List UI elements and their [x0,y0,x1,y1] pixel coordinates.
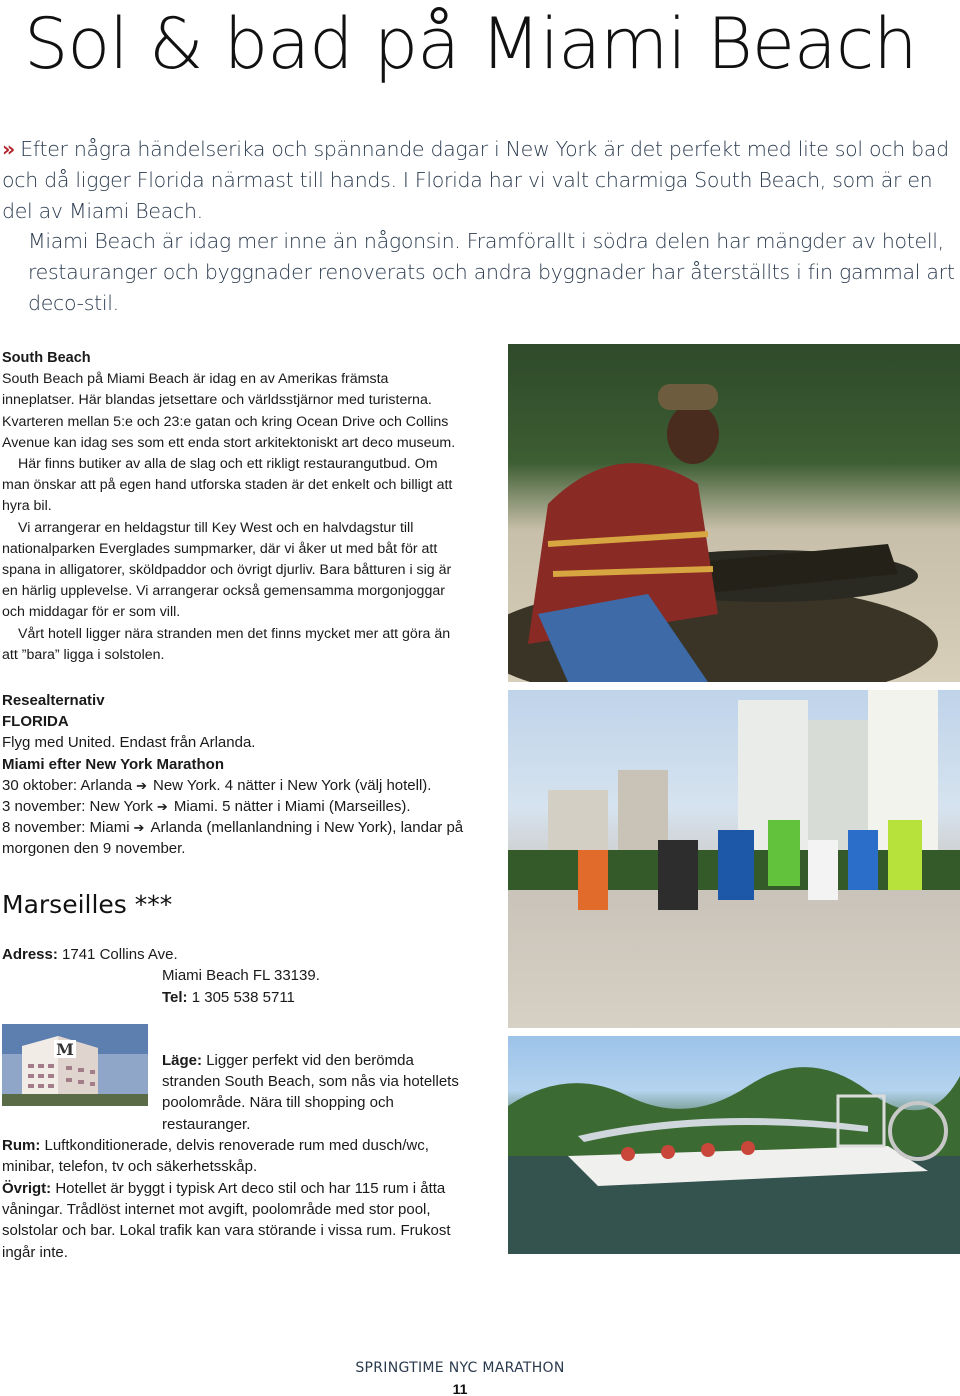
south-beach-paragraph-3: Vi arrangerar en heldagstur till Key West och en halvdagstur till nationalparken Everglades sumpmarker, där vi åker ut med båt för att spana in alligatorer, sköldpaddor och övrigt djurliv. Bara båtturen i sig är en härlig upplevelse. Vi arrangerar också gemensamma morgonjoggar och middagar för er som vill. [2,519,452,621]
hotel-building-image [2,1024,148,1106]
ovrigt-label: Övrigt: [2,1179,52,1197]
itinerary-line-1: 30 oktober: Arlanda ➔ New York. 4 nätter i New York (välj hotell). [2,775,464,796]
city-value: Miami Beach FL 33139. [162,967,320,985]
tel-label: Tel: [162,988,188,1006]
rum-label: Rum: [2,1137,41,1155]
hotel-name: Marseilles *** [2,890,173,919]
resealternativ-section [2,690,464,860]
lage-label: Läge: [162,1051,203,1069]
intro-paragraph-2: Miami Beach är idag mer inne än någonsin. Framförallt i södra delen har mängder av hotell, restauranger och byggnader renoverats och andra byggnader har återställts i fin gammal art deco-stil. [28,229,955,315]
intro-paragraph-1: Efter några händelserika och spännande dagar i New York är det perfekt med lite sol och bad och då ligger Florida närmast till hands. I Florida har vi valt charmiga South Beach, som är en del av Miami Beach. [2,137,949,223]
south-beach-section [2,348,464,666]
lage-value: Ligger perfekt vid den berömda stranden South Beach, som nås via hotellets poolområde. Nära till shopping och restauranger. [162,1051,459,1133]
chevron-icon: » [2,137,13,161]
south-beach-paragraph-2: Här finns butiker av alla de slag och ett rikligt restaurangutbud. Om man önskar att på egen hand utforska staden är det enkelt och billigt att hyra bil. [2,456,453,515]
arrow-right-icon: ➔ [136,777,147,793]
photo-alligator-handler [508,344,960,682]
intro-text [2,134,956,319]
package-name: Miami efter New York Marathon [2,755,224,773]
photo-beach-joggers [508,690,960,1028]
tel-value: 1 305 538 5711 [191,988,295,1006]
ovrigt-value: Hotellet är byggt i typisk Art deco stil och har 115 rum i åtta våningar. Trådlöst internet mot avgift, poolområde med stor pool, solstolar och bar. Lokal trafik kan vara störande i vissa rum. Frukost ingår inte. [2,1179,451,1261]
page-number: 11 [452,1381,468,1396]
resealternativ-heading: Resealternativ [2,692,105,709]
arrow-right-icon: ➔ [133,820,145,836]
arrow-right-icon: ➔ [156,799,168,815]
south-beach-paragraph-4: Vårt hotell ligger nära stranden men det finns mycket mer att göra än att ”bara” ligga i solstolen. [2,625,451,663]
footer-title: SPRINGTIME NYC MARATHON [355,1360,565,1376]
south-beach-paragraph-1: South Beach på Miami Beach är idag en av Amerikas främsta inneplatser. Här blandas jetsettare och världsstjärnor med turisterna. Kvarteren mellan 5:e och 23:e gatan och kring Ocean Drive och Collins Avenue kan idag ses som ett enda stort arkitektoniskt art deco museum. [2,371,456,451]
region-label: FLORIDA [2,713,69,731]
rum-value: Luftkonditionerade, delvis renoverade rum med dusch/wc, minibar, telefon, tv och säkerhetsskåp. [2,1137,429,1176]
photo-everglades-airboat [508,1036,960,1254]
address-value: 1741 Collins Ave. [62,946,178,963]
itinerary-line-2: 3 november: New York ➔ Miami. 5 nätter i Miami (Marseilles). [2,796,464,817]
south-beach-heading: South Beach [2,350,91,366]
address-label: Adress: [2,946,58,963]
flight-info: Flyg med United. Endast från Arlanda. [2,734,256,752]
page-title: Sol & bad på Miami Beach [24,3,917,85]
itinerary-line-3: 8 november: Miami ➔ Arlanda (mellanlandning i New York), landar på morgonen den 9 november. [2,819,464,858]
svg-text:M: M [56,1040,74,1059]
